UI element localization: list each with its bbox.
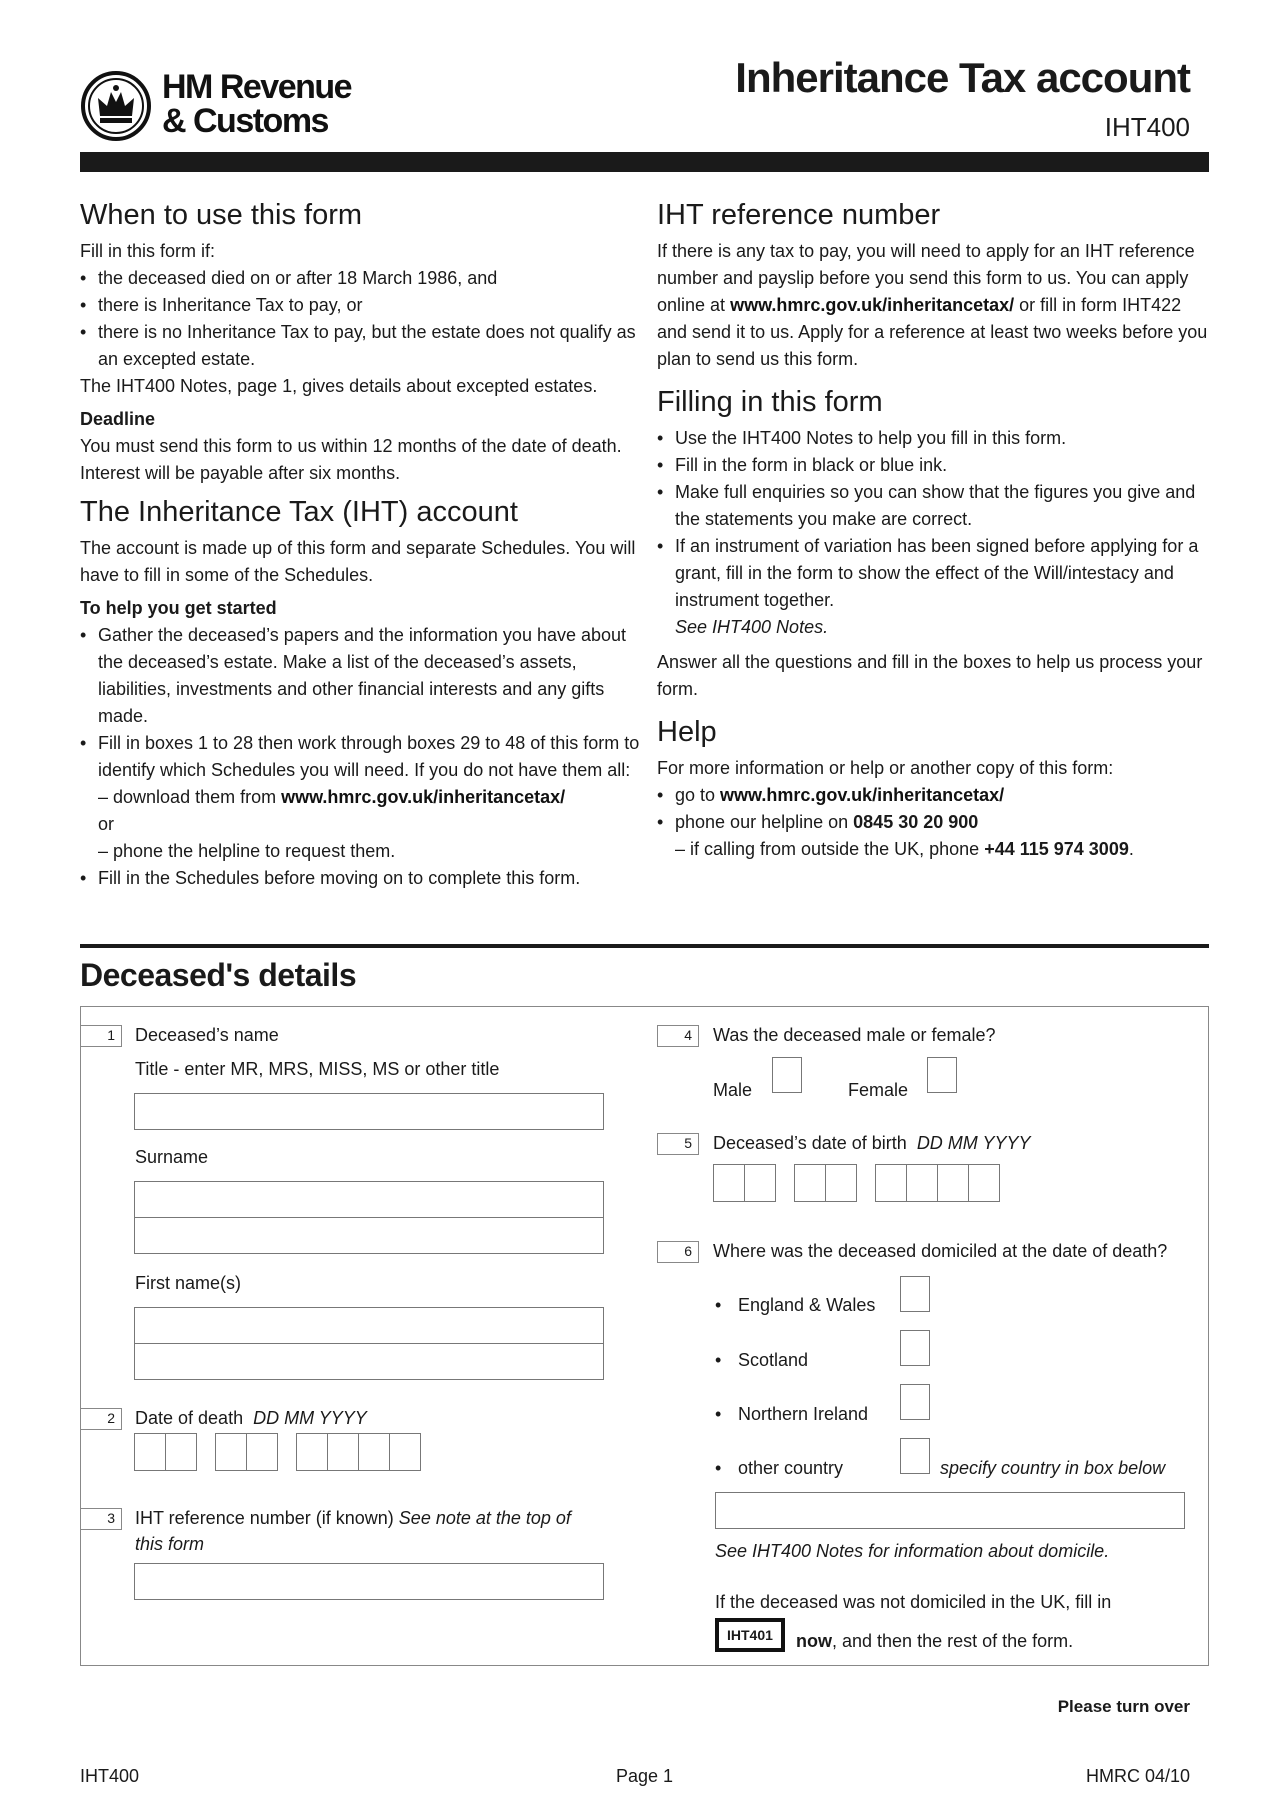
female-checkbox[interactable]	[927, 1057, 957, 1093]
outside-number: +44 115 974 3009	[984, 839, 1129, 859]
hmrc-logo	[80, 70, 380, 150]
digit-box[interactable]	[246, 1433, 278, 1471]
q1-surname-label: Surname	[135, 1147, 209, 1167]
deadline-heading: Deadline	[80, 409, 156, 429]
left-column	[80, 196, 640, 892]
page-title: Inheritance Tax account	[735, 54, 1190, 101]
digit-box[interactable]	[165, 1433, 197, 1471]
domicile-notes-reference: See IHT400 Notes for information about domicile.	[715, 1541, 1110, 1561]
digit-box[interactable]	[358, 1433, 390, 1471]
question-number-3: 3	[80, 1508, 122, 1530]
title-input[interactable]	[134, 1093, 604, 1130]
ref-number-text	[657, 238, 1212, 373]
digit-box[interactable]	[215, 1433, 247, 1471]
rest-of-form-text: , and then the rest of the form.	[832, 1631, 1074, 1651]
q6-now-text	[796, 1628, 1073, 1654]
list-item: • the deceased died on or after 18 March 1986, and	[80, 265, 640, 292]
filling-list	[657, 425, 1212, 641]
not-domiciled-text: If the deceased was not domiciled in the UK, fill in	[715, 1592, 1112, 1612]
ref-number-heading: IHT reference number	[657, 199, 941, 231]
iht-reference-input[interactable]	[134, 1563, 604, 1600]
england-wales-checkbox[interactable]	[900, 1276, 930, 1312]
help-outside-end: .	[1128, 839, 1134, 859]
list-item: • Gather the deceased’s papers and the information you have about the deceased’s estate. Make a list of the deceased’s assets, liabilities, investments and other financial interests and any gifts made.	[80, 622, 640, 730]
digit-box[interactable]	[968, 1164, 1000, 1202]
list-item: • Fill in the Schedules before moving on to complete this form.	[80, 865, 640, 892]
list-item: • Use the IHT400 Notes to help you fill in this form.	[657, 425, 1212, 452]
started-item2-text: Fill in boxes 1 to 28 then work through boxes 29 to 48 of this form to identify which Schedules you will need. If you do not have them all:	[98, 733, 640, 780]
q5-label	[713, 1130, 1031, 1156]
q5-format: DD MM YYYY	[916, 1133, 1031, 1153]
q4-label: Was the deceased male or female?	[713, 1025, 996, 1045]
right-column	[657, 196, 1212, 863]
digit-box[interactable]	[825, 1164, 857, 1202]
ref-text-1: If there is any tax to pay, you will need to apply for an IHT reference number and payslip before you send this form to us. You can apply online at	[657, 241, 1195, 315]
northern-ireland-checkbox[interactable]	[900, 1384, 930, 1420]
phone-request-text: – phone the helpline to request them.	[98, 841, 396, 861]
q1-first-names-label: First name(s)	[135, 1273, 242, 1293]
q1-title-label: Title - enter MR, MRS, MISS, MS or other title	[135, 1059, 500, 1079]
help-list	[657, 782, 1212, 863]
list-item	[80, 730, 640, 865]
list-item: • Fill in the form in black or blue ink.	[657, 452, 1212, 479]
bullet-icon: •	[715, 1458, 722, 1478]
account-heading: The Inheritance Tax (IHT) account	[80, 496, 518, 528]
page-number: Page 1	[616, 1766, 674, 1786]
q1-label: Deceased’s name	[135, 1025, 279, 1045]
digit-box[interactable]	[296, 1433, 328, 1471]
list-item: • Make full enquiries so you can show that the figures you give and the statements you make are correct.	[657, 479, 1212, 533]
scotland-label: Scotland	[738, 1350, 809, 1370]
download-prefix: – download them from	[98, 787, 282, 807]
q5-label-text: Deceased’s date of birth	[713, 1133, 907, 1153]
bullet-icon: •	[715, 1404, 722, 1424]
when-intro: Fill in this form if:	[80, 241, 216, 261]
digit-box[interactable]	[794, 1164, 826, 1202]
list-item	[657, 533, 1212, 641]
female-label: Female	[848, 1080, 909, 1100]
section-divider	[80, 944, 1209, 948]
digit-box[interactable]	[389, 1433, 421, 1471]
england-wales-label: England & Wales	[738, 1295, 876, 1315]
question-number-6: 6	[657, 1241, 699, 1263]
filling-heading: Filling in this form	[657, 386, 883, 418]
first-names-input-line1[interactable]	[134, 1307, 604, 1344]
now-text: now	[796, 1631, 832, 1651]
male-checkbox[interactable]	[772, 1057, 802, 1093]
account-text: The account is made up of this form and separate Schedules. You will have to fill in some of the Schedules.	[80, 538, 636, 585]
help-heading: Help	[657, 716, 717, 748]
download-link[interactable]: www.hmrc.gov.uk/inheritancetax/	[281, 787, 566, 807]
form-code: IHT400	[1104, 112, 1190, 142]
specify-country-note: specify country in box below	[940, 1458, 1166, 1478]
list-item	[657, 782, 1212, 809]
logo-text	[162, 70, 351, 138]
please-turn-over: Please turn over	[1057, 1697, 1190, 1716]
deceased-details-heading: Deceased's details	[80, 957, 357, 993]
list-item: • there is Inheritance Tax to pay, or	[80, 292, 640, 319]
started-list	[80, 622, 640, 892]
digit-box[interactable]	[744, 1164, 776, 1202]
digit-box[interactable]	[875, 1164, 907, 1202]
northern-ireland-label: Northern Ireland	[738, 1404, 869, 1424]
when-list	[80, 265, 640, 373]
q2-format: DD MM YYYY	[253, 1408, 367, 1428]
help-outside: – if calling from outside the UK, phone	[675, 839, 985, 859]
logo-line1: HM Revenue	[162, 68, 352, 106]
when-to-use-heading: When to use this form	[80, 199, 363, 231]
q2-label-text: Date of death	[135, 1408, 244, 1428]
deadline-text: You must send this form to us within 12 months of the date of death. Interest will be payable after six months.	[80, 436, 622, 483]
footer-version: HMRC 04/10	[1085, 1766, 1190, 1786]
question-number-5: 5	[657, 1133, 699, 1155]
question-number-4: 4	[657, 1025, 699, 1047]
scotland-checkbox[interactable]	[900, 1330, 930, 1366]
ref-link[interactable]: www.hmrc.gov.uk/inheritancetax/	[730, 295, 1015, 315]
q2-label	[135, 1405, 367, 1431]
fill-item-4: If an instrument of variation has been signed before applying for a grant, fill in the form to show the effect of the Will/intestacy and instrument together.	[675, 536, 1199, 610]
help-phone: phone our helpline on	[675, 812, 854, 832]
footer-form-code: IHT400	[80, 1766, 140, 1786]
q3-note: See note at the top of this form	[135, 1508, 571, 1554]
q6-label: Where was the deceased domiciled at the date of death?	[713, 1241, 1168, 1261]
q3-label-text: IHT reference number (if known)	[135, 1508, 394, 1528]
iht401-badge: IHT401	[715, 1618, 785, 1652]
when-note: The IHT400 Notes, page 1, gives details about excepted estates.	[80, 376, 598, 396]
digit-box[interactable]	[327, 1433, 359, 1471]
digit-box[interactable]	[134, 1433, 166, 1471]
other-country-checkbox[interactable]	[900, 1438, 930, 1474]
first-names-input-line2[interactable]	[134, 1343, 604, 1380]
crown-crest-icon	[80, 70, 152, 142]
date-of-death-input	[134, 1433, 421, 1471]
ref-text-2: or fill in form IHT422 and send it to us. Apply for a reference at least two weeks before you plan to send us this form.	[657, 295, 1208, 369]
digit-box[interactable]	[937, 1164, 969, 1202]
bullet-icon: •	[715, 1350, 722, 1370]
digit-box[interactable]	[713, 1164, 745, 1202]
list-item	[657, 809, 1212, 863]
fill-see-notes: See IHT400 Notes.	[675, 617, 829, 637]
help-intro: For more information or help or another copy of this form:	[657, 758, 1114, 778]
digit-box[interactable]	[906, 1164, 938, 1202]
q3-label	[135, 1505, 585, 1557]
header-bar	[80, 152, 1209, 172]
started-heading: To help you get started	[80, 598, 277, 618]
surname-input-line2[interactable]	[134, 1217, 604, 1254]
fill-answer: Answer all the questions and fill in the boxes to help us process your form.	[657, 652, 1203, 699]
help-link[interactable]: www.hmrc.gov.uk/inheritancetax/	[720, 785, 1005, 805]
male-label: Male	[713, 1080, 753, 1100]
bullet-icon: •	[715, 1295, 722, 1315]
other-country-label: other country	[738, 1458, 844, 1478]
helpline-number: 0845 30 20 900	[853, 812, 979, 832]
question-number-2: 2	[80, 1408, 122, 1430]
date-of-birth-input	[713, 1164, 1000, 1202]
other-country-input[interactable]	[715, 1492, 1185, 1529]
logo-line2: & Customs	[162, 102, 328, 140]
question-number-1: 1	[80, 1025, 122, 1047]
or-text: or	[98, 814, 115, 834]
list-item: • there is no Inheritance Tax to pay, but the estate does not qualify as an excepted estate.	[80, 319, 640, 373]
surname-input-line1[interactable]	[134, 1181, 604, 1218]
help-go: go to	[675, 785, 721, 805]
